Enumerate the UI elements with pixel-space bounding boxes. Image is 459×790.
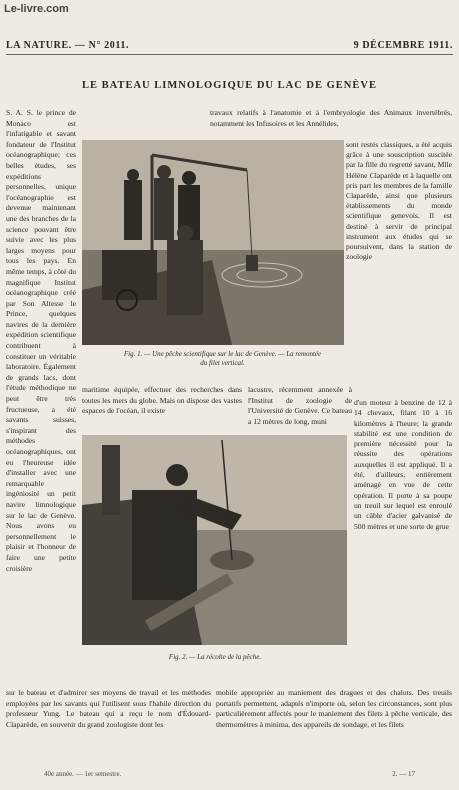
issue-date: 9 DÉCEMBRE 1911.: [353, 40, 453, 51]
top-text-paragraph: travaux relatifs à l'anatomie et à l'embryologie des Animaux invertébrés, notamment les Infusoires et les Annélides,: [210, 108, 452, 128]
figure-1-caption: Fig. 1. — Une pêche scientifique sur le lac de Genève. — La remontée du filet vertical.: [123, 350, 322, 367]
middle-text-right: [248, 385, 352, 426]
bottom-text-left-paragraph: sur le bateau et d'admirer ses moyens de travail et les méthodes employées par les savants qui l'utilisent sous l'habile direction du professeur Yung. Le bateau qui a reçu le nom d'Édouard-Claparède, en souvenir du grand zoologiste dont les: [6, 688, 211, 729]
left-column: [6, 108, 76, 688]
figure-2-illustration: [82, 435, 347, 645]
running-header: [6, 40, 453, 51]
middle-text: [82, 385, 242, 421]
right-column-lower: [354, 398, 452, 683]
right-column-text: sont restés classiques, a été acquis grâce à une souscription suscitée par la fille du regretté savant, Mlle Hélène Claparède et à laquelle ont pris part les membres de la famille Claparède, ainsi que plusieurs établissements du monde scientifique genevois. Il est destiné à servir de principal instrument aux études qui se poursuivent, dans la station de zoologie: [346, 140, 452, 262]
header-rule: [6, 54, 453, 55]
right-column-lower-text: d'un moteur à benzine de 12 à 14 chevaux, filant 10 à 16 kilomètres à l'heure; la grande stabilité est une condition de première nécessité pour la réussite des opérations auxquelles il est appliqué. Il a été, d'ailleurs, entièrement aménagé en vue de cette opération. Il porte à sa poupe un treuil sur lequel est enroulé un câble d'acier galvanisé de 500 mètres et une sorte de grue: [354, 398, 452, 531]
right-column: [346, 140, 452, 385]
figure-1-illustration: [82, 140, 344, 345]
bottom-text-right-paragraph: mobile appropriée au maniement des dragues et des chaluts. Des treuils portatifs permettent, adaptés n'importe où, selon les circonstances, sont plus particulièrement affectés pour le maniement des filets à pêche verticale, des thermomètres à minima, des appareils de sondage, et les filets: [216, 688, 452, 729]
watermark: Le-livre.com: [4, 3, 69, 15]
page-footer: [44, 770, 415, 778]
article-title: LE BATEAU LIMNOLOGIQUE DU LAC DE GENÈVE: [82, 80, 377, 91]
bottom-text-left: [6, 688, 211, 760]
top-text: [210, 108, 452, 136]
middle-text-right-paragraph: lacustre, récemment annexée à l'Institut de zoologie de l'Université de Genève. Ce bateau a 12 mètres de long, muni: [248, 385, 352, 426]
figure-1-photo: [82, 140, 344, 345]
journal-issue: LA NATURE. — N° 2011.: [6, 40, 130, 51]
middle-text-paragraph: maritime équipée, effectuer des recherches dans toutes les mers du globe. Mais on dispose des vastes espaces de l'océan, il existe: [82, 385, 242, 416]
figure-2-photo: [82, 435, 347, 645]
footer-right: 2. — 17: [392, 770, 415, 778]
bottom-text-right: [216, 688, 452, 760]
figure-2-caption: Fig. 2. — La récolte de la pêche.: [168, 653, 262, 661]
footer-left: 40e année. — 1er semestre.: [44, 770, 122, 778]
left-column-text: S. A. S. le prince de Monaco est l'infatigable et savant fondateur de l'Institut océanographique; ces belles études, ses expéditions personnelles, unique l'océanographie est devenue maintenant une des branches de la science pouvant être suivie avec les plus larges moyens pour tous les pays. En même temps, à côté du magnifique Institut océanographique créé par Son Altesse le Prince, quelques navires de la dernière expédition scientifique contribuent à constituer un véritable laboratoire. Également de grands lacs, dont l'étude méthodique ne peut être très fructueuse, a été savants suisses, s'inspirant des méthodes océanographiques, ont eu l'heureuse idée d'installer avec une remarquable ingéniosité un petit navire limnologique sur le lac de Genève. Nous avons eu personnellement le plaisir et l'honneur de faire une petite croisière: [6, 108, 76, 573]
